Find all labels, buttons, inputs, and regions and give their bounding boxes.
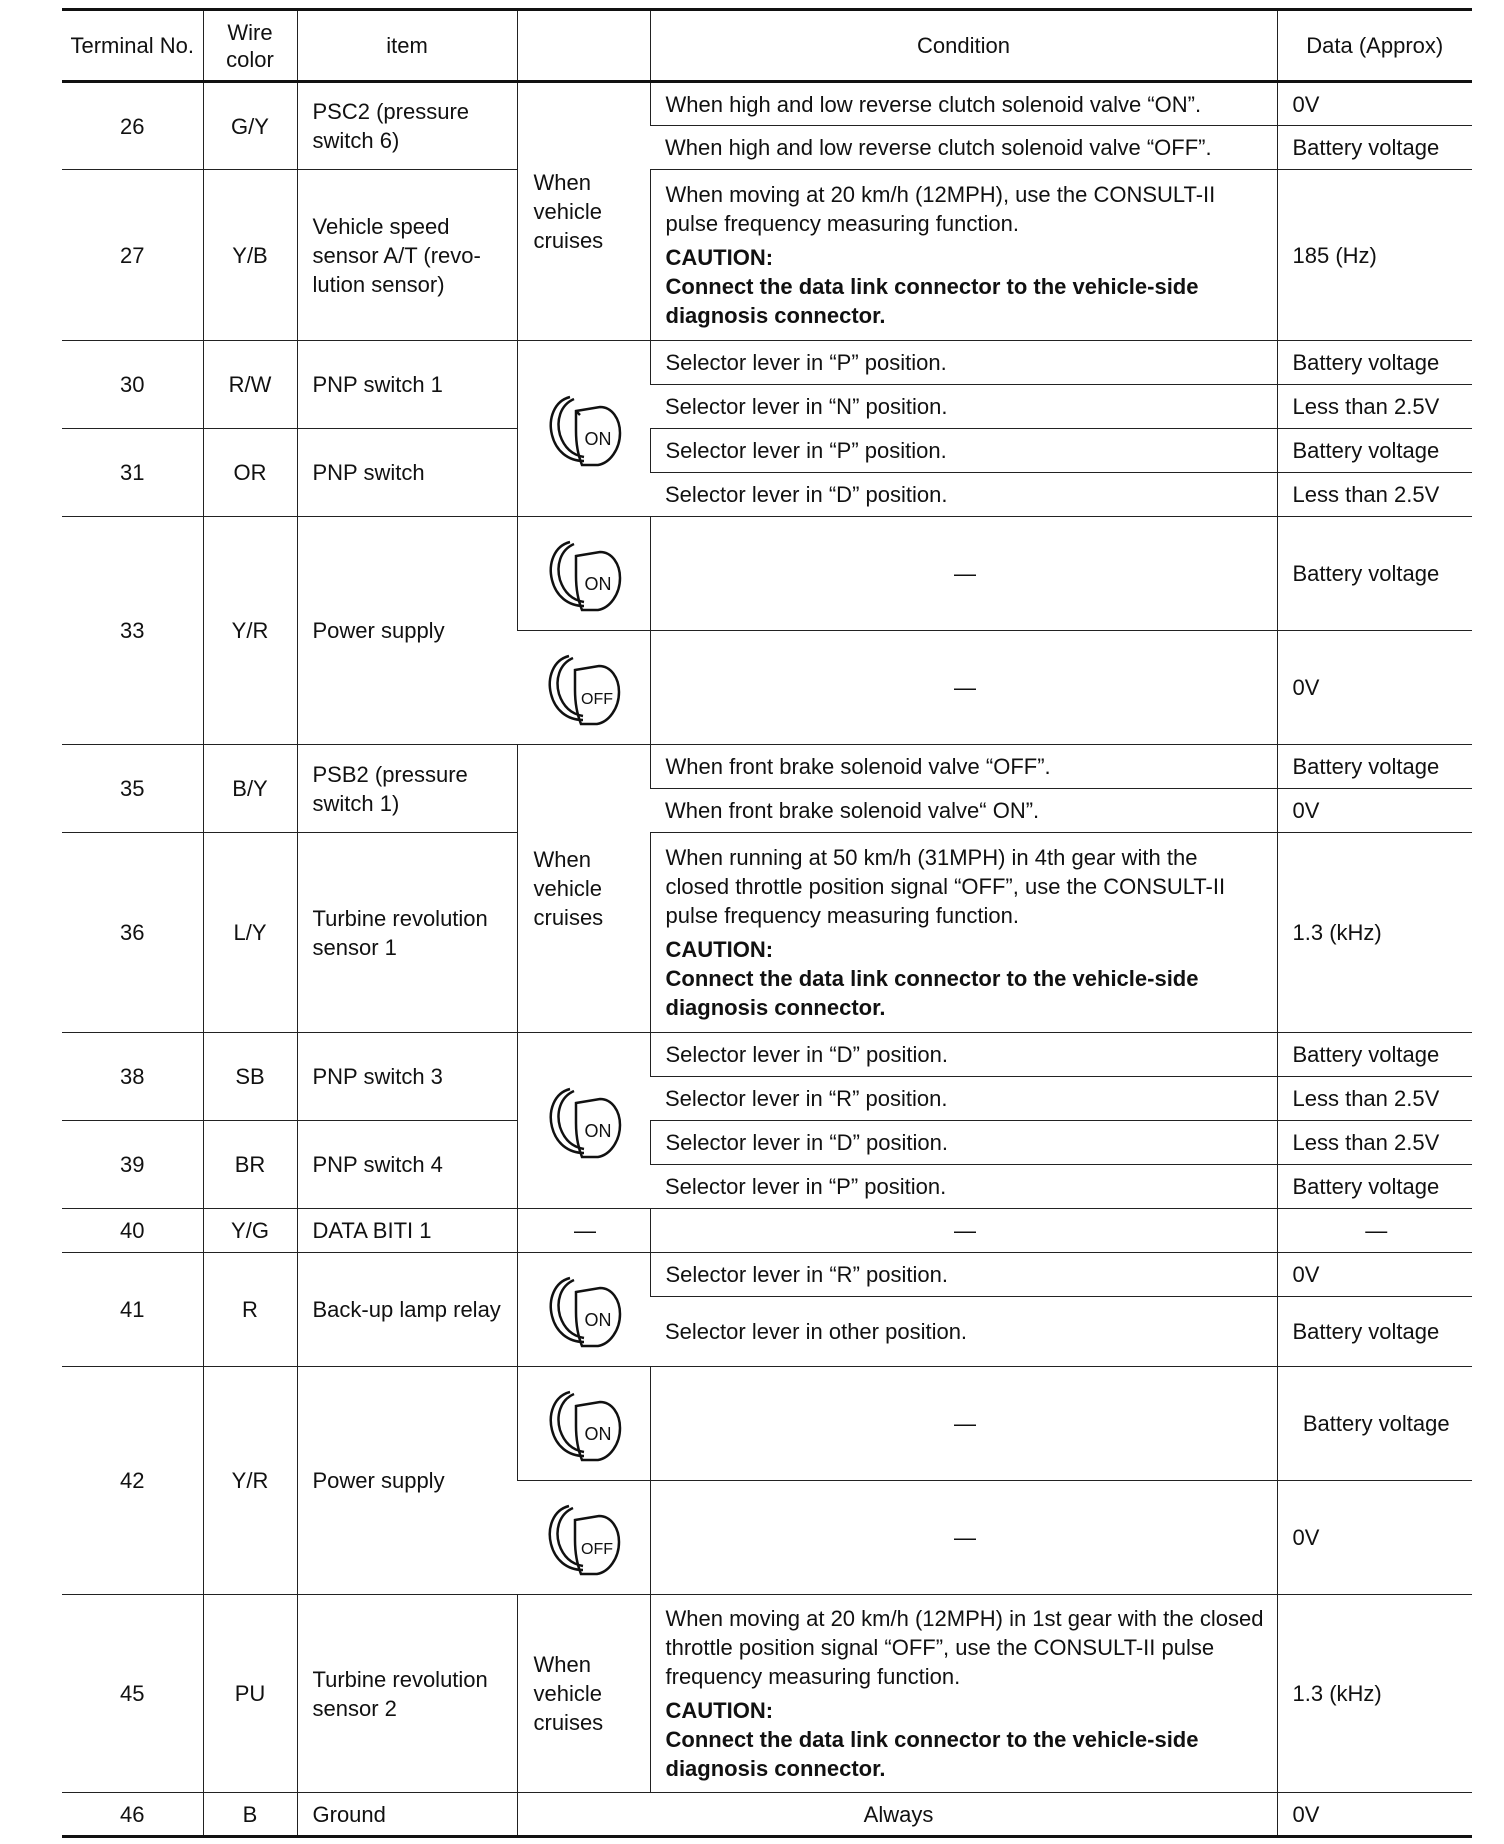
item-name: PSC2 (pressure switch 6) <box>297 82 517 170</box>
header-condition: Condition <box>650 10 1277 82</box>
table-row <box>62 1209 1472 1253</box>
wire-color: SB <box>203 1033 297 1121</box>
condition: — <box>650 631 1277 745</box>
condition: Selector lever in “P” position. <box>650 1165 1277 1209</box>
data-value: 1.3 (kHz) <box>1277 1595 1472 1793</box>
condition: Selector lever in “R” position. <box>650 1077 1277 1121</box>
caution-note: Connect the data link connector to the vehicle-side diagnosis connector. <box>665 274 1199 328</box>
condition: Selector lever in “P” position. <box>650 429 1277 473</box>
data-value: Battery voltage <box>1277 429 1472 473</box>
data-value: 0V <box>1277 631 1472 745</box>
terminal-number: 31 <box>62 429 203 517</box>
ignition-key-on-icon <box>540 530 628 618</box>
terminal-number: 27 <box>62 170 203 341</box>
condition: Always <box>517 1793 1277 1837</box>
item-name: Turbine revolution sensor 1 <box>297 833 517 1033</box>
ignition-off-cell <box>517 1481 650 1595</box>
table-row <box>62 1121 1472 1165</box>
data-value: 0V <box>1277 1793 1472 1837</box>
terminal-number: 42 <box>62 1367 203 1595</box>
wire-color: Y/R <box>203 1367 297 1595</box>
data-value: Battery voltage <box>1277 1367 1472 1481</box>
data-value: Less than 2.5V <box>1277 1121 1472 1165</box>
terminal-number: 36 <box>62 833 203 1033</box>
condition: Selector lever in “R” position. <box>650 1253 1277 1297</box>
table-row <box>62 1033 1472 1077</box>
table-row <box>62 1793 1472 1837</box>
terminal-number: 38 <box>62 1033 203 1121</box>
key-on-text: ON <box>584 1423 611 1444</box>
item-name: PNP switch 1 <box>297 341 517 429</box>
data-value: 185 (Hz) <box>1277 170 1472 341</box>
ignition-key-on-icon <box>540 1380 628 1468</box>
data-value: Battery voltage <box>1277 1033 1472 1077</box>
terminal-number: 33 <box>62 517 203 745</box>
mode: — <box>517 1209 650 1253</box>
table-row <box>62 517 1472 631</box>
terminal-number: 40 <box>62 1209 203 1253</box>
ignition-off-cell <box>517 631 650 745</box>
data-value: 0V <box>1277 789 1472 833</box>
condition-text: When moving at 20 km/h (12MPH), use the CONSULT-II pulse frequency measuring function. <box>665 182 1216 236</box>
table-row <box>62 429 1472 473</box>
condition-text: When moving at 20 km/h (12MPH) in 1st gear with the closed throttle position signal “OFF”, use the CONSULT-II pulse frequency measuring function. <box>665 1606 1264 1689</box>
table-header-row <box>62 10 1472 82</box>
condition-text: When running at 50 km/h (31MPH) in 4th gear with the closed throttle position signal “OFF”, use the CONSULT-II pulse frequency measuring function. <box>665 845 1226 928</box>
data-value: Less than 2.5V <box>1277 473 1472 517</box>
wire-color: Y/B <box>203 170 297 341</box>
header-mode <box>517 10 650 82</box>
wire-color: Y/R <box>203 517 297 745</box>
ignition-on-cell <box>517 341 650 517</box>
condition: Selector lever in “D” position. <box>650 1033 1277 1077</box>
item-name: PNP switch 3 <box>297 1033 517 1121</box>
wire-color: L/Y <box>203 833 297 1033</box>
condition: When high and low reverse clutch solenoid valve “OFF”. <box>650 126 1277 170</box>
terminal-number: 45 <box>62 1595 203 1793</box>
ignition-key-on-icon <box>540 1077 628 1165</box>
terminal-number: 30 <box>62 341 203 429</box>
condition: Selector lever in “N” position. <box>650 385 1277 429</box>
mode-when-vehicle-cruises: When vehicle cruises <box>517 1595 650 1793</box>
condition <box>650 833 1277 1033</box>
table-row <box>62 341 1472 385</box>
key-off-text: OFF <box>581 1540 614 1558</box>
item-name: Ground <box>297 1793 517 1837</box>
wire-color: G/Y <box>203 82 297 170</box>
item-name: DATA BITI 1 <box>297 1209 517 1253</box>
ignition-on-cell <box>517 1033 650 1209</box>
table-row <box>62 1367 1472 1481</box>
table-row <box>62 833 1472 1033</box>
header-data: Data (Approx) <box>1277 10 1472 82</box>
data-value: — <box>1277 1209 1472 1253</box>
ignition-on-cell <box>517 1367 650 1481</box>
terminal-data-table <box>62 8 1472 1838</box>
item-name: PNP switch 4 <box>297 1121 517 1209</box>
data-value: Battery voltage <box>1277 517 1472 631</box>
key-on-text: ON <box>584 428 611 449</box>
caution-label: CAUTION: <box>665 1698 774 1723</box>
condition: — <box>650 1209 1277 1253</box>
key-on-text: ON <box>584 1309 611 1330</box>
condition <box>650 1595 1277 1793</box>
ignition-key-off-icon <box>539 644 627 732</box>
wire-color: B/Y <box>203 745 297 833</box>
wire-color: B <box>203 1793 297 1837</box>
condition: — <box>650 1481 1277 1595</box>
condition: When front brake solenoid valve “OFF”. <box>650 745 1277 789</box>
data-value: Less than 2.5V <box>1277 385 1472 429</box>
item-name: PSB2 (pressure switch 1) <box>297 745 517 833</box>
terminal-number: 35 <box>62 745 203 833</box>
wire-color: BR <box>203 1121 297 1209</box>
terminal-number: 41 <box>62 1253 203 1367</box>
mode-when-vehicle-cruises: When vehicle cruises <box>517 82 650 341</box>
key-on-text: ON <box>584 573 611 594</box>
data-value: Battery voltage <box>1277 745 1472 789</box>
item-name: Power supply <box>297 517 517 745</box>
condition: Selector lever in other position. <box>650 1297 1277 1367</box>
data-value: Less than 2.5V <box>1277 1077 1472 1121</box>
key-off-text: OFF <box>581 690 614 708</box>
key-on-text: ON <box>584 1120 611 1141</box>
terminal-number: 39 <box>62 1121 203 1209</box>
ignition-on-cell <box>517 1253 650 1367</box>
data-value: 0V <box>1277 82 1472 126</box>
header-terminal-no: Terminal No. <box>62 10 203 82</box>
item-name: Vehicle speed sensor A/T (revo-lution sensor) <box>297 170 517 341</box>
data-value: Battery voltage <box>1277 126 1472 170</box>
condition: Selector lever in “D” position. <box>650 473 1277 517</box>
data-value: 0V <box>1277 1253 1472 1297</box>
item-name: Turbine revolution sensor 2 <box>297 1595 517 1793</box>
mode-when-vehicle-cruises: When vehicle cruises <box>517 745 650 1033</box>
terminal-data-table-sheet <box>62 8 1472 1838</box>
ignition-key-off-icon <box>539 1494 627 1582</box>
caution-label: CAUTION: <box>665 245 774 270</box>
terminal-number: 26 <box>62 82 203 170</box>
ignition-key-on-icon <box>540 385 628 473</box>
table-row <box>62 170 1472 341</box>
condition: When high and low reverse clutch solenoid valve “ON”. <box>650 82 1277 126</box>
condition: — <box>650 1367 1277 1481</box>
caution-note: Connect the data link connector to the vehicle-side diagnosis connector. <box>665 966 1199 1020</box>
condition: — <box>650 517 1277 631</box>
table-row <box>62 745 1472 789</box>
ignition-on-cell <box>517 517 650 631</box>
wire-color: R/W <box>203 341 297 429</box>
condition: Selector lever in “D” position. <box>650 1121 1277 1165</box>
header-wire-color: Wire color <box>203 10 297 82</box>
caution-label: CAUTION: <box>665 937 774 962</box>
condition: Selector lever in “P” position. <box>650 341 1277 385</box>
wire-color: Y/G <box>203 1209 297 1253</box>
item-name: PNP switch <box>297 429 517 517</box>
wire-color: PU <box>203 1595 297 1793</box>
table-row <box>62 1253 1472 1297</box>
caution-note: Connect the data link connector to the vehicle-side diagnosis connector. <box>665 1727 1199 1781</box>
data-value: Battery voltage <box>1277 1165 1472 1209</box>
header-item: item <box>297 10 517 82</box>
data-value: Battery voltage <box>1277 341 1472 385</box>
table-row <box>62 1595 1472 1793</box>
data-value: 0V <box>1277 1481 1472 1595</box>
wire-color: OR <box>203 429 297 517</box>
table-row <box>62 82 1472 126</box>
data-value: Battery voltage <box>1277 1297 1472 1367</box>
condition: When front brake solenoid valve“ ON”. <box>650 789 1277 833</box>
condition <box>650 170 1277 341</box>
item-name: Power supply <box>297 1367 517 1595</box>
ignition-key-on-icon <box>540 1266 628 1354</box>
terminal-number: 46 <box>62 1793 203 1837</box>
item-name: Back-up lamp relay <box>297 1253 517 1367</box>
wire-color: R <box>203 1253 297 1367</box>
data-value: 1.3 (kHz) <box>1277 833 1472 1033</box>
